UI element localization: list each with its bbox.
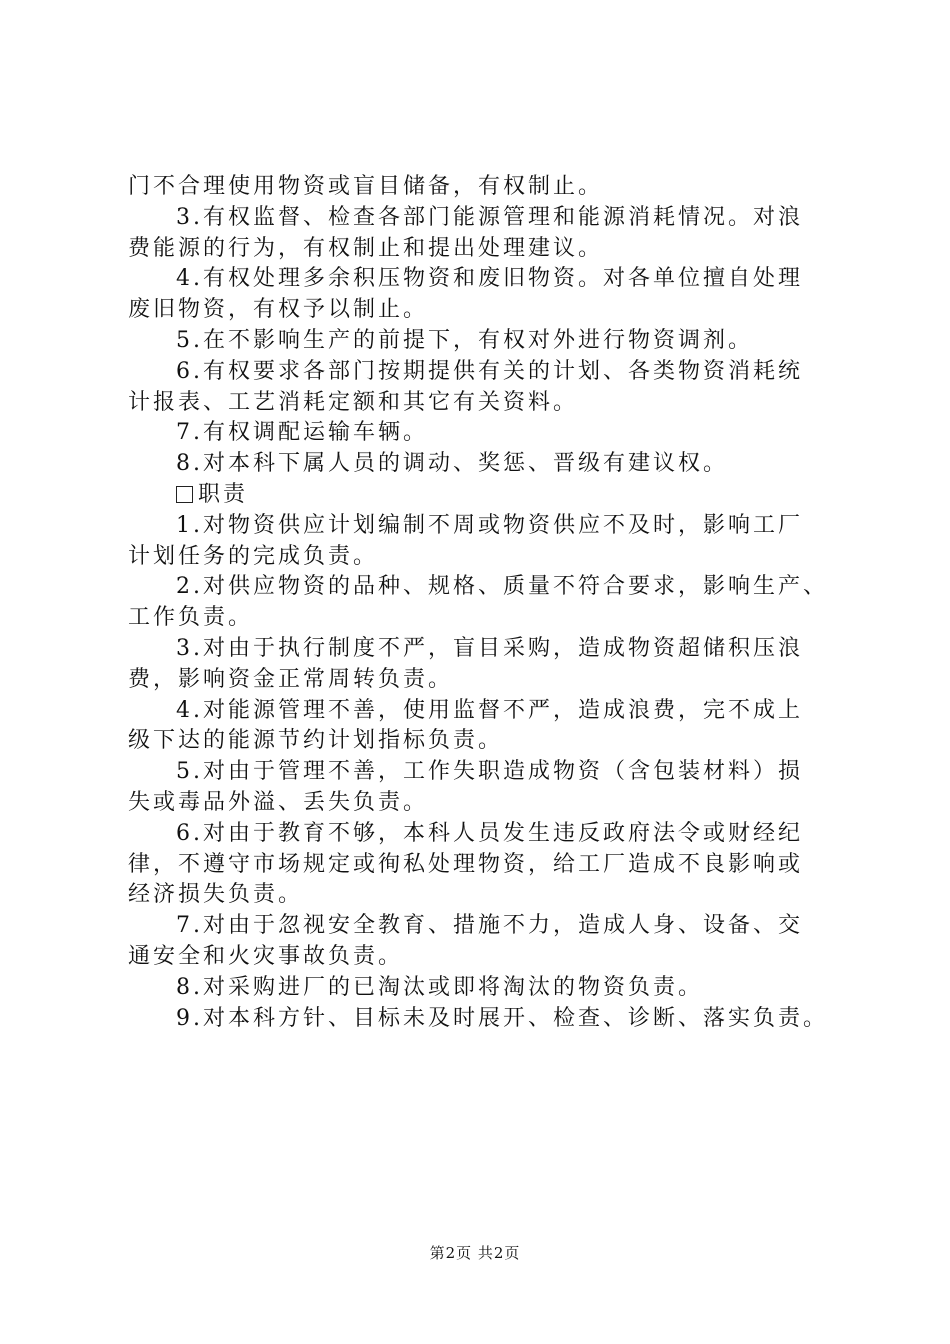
line-text: 级下达的能源节约计划指标负责。 <box>128 728 504 754</box>
line-text: 9.对本科方针、目标未及时展开、检查、诊断、落实负责。 <box>176 1005 828 1031</box>
line-text: 通安全和火灾事故负责。 <box>128 943 404 969</box>
document-line <box>128 449 838 480</box>
section-heading <box>128 480 838 511</box>
line-text: 3.对由于执行制度不严，盲目采购，造成物资超储积压浪 <box>176 635 803 661</box>
document-line <box>128 295 838 326</box>
line-text: 经济损失负责。 <box>128 882 304 908</box>
line-text: 7.对由于忽视安全教育、措施不力，造成人身、设备、交 <box>176 913 803 939</box>
document-line <box>128 880 838 911</box>
document-line <box>128 234 838 265</box>
line-text: 费，影响资金正常周转负责。 <box>128 666 454 692</box>
document-line <box>128 326 838 357</box>
line-text: 废旧物资，有权予以制止。 <box>128 297 429 323</box>
line-text: 工作负责。 <box>128 605 254 631</box>
document-line <box>128 203 838 234</box>
document-line <box>128 603 838 634</box>
line-text: 计划任务的完成负责。 <box>128 543 379 569</box>
document-line <box>128 757 838 788</box>
line-text: 8.对采购进厂的已淘汰或即将淘汰的物资负责。 <box>176 974 703 1000</box>
document-line <box>128 696 838 727</box>
document-line <box>128 634 838 665</box>
document-line <box>128 418 838 449</box>
document-line <box>128 850 838 881</box>
document-body <box>128 172 838 1034</box>
document-line <box>128 511 838 542</box>
line-text: 5.在不影响生产的前提下，有权对外进行物资调剂。 <box>176 327 753 353</box>
document-line <box>128 572 838 603</box>
document-line <box>128 942 838 973</box>
line-text: 4.对能源管理不善，使用监督不严，造成浪费，完不成上 <box>176 697 803 723</box>
line-text: 2.对供应物资的品种、规格、质量不符合要求，影响生产、 <box>176 574 828 600</box>
document-line <box>128 357 838 388</box>
line-text: 1.对物资供应计划编制不周或物资供应不及时，影响工厂 <box>176 512 803 538</box>
page-footer: 第2页 共2页 <box>429 1244 521 1262</box>
line-text: 3.有权监督、检查各部门能源管理和能源消耗情况。对浪 <box>176 204 803 230</box>
document-line <box>128 542 838 573</box>
document-line <box>128 388 838 419</box>
document-line <box>128 264 838 295</box>
document-line <box>128 819 838 850</box>
line-text: 职责 <box>198 481 249 507</box>
line-text: 7.有权调配运输车辆。 <box>176 420 428 446</box>
document-line <box>128 1004 838 1035</box>
line-text: 计报表、工艺消耗定额和其它有关资料。 <box>128 389 579 415</box>
line-text: 门不合理使用物资或盲目储备，有权制止。 <box>128 174 604 199</box>
line-text: 律，不遵守市场规定或徇私处理物资，给工厂造成不良影响或 <box>128 851 804 877</box>
line-text: 6.有权要求各部门按期提供有关的计划、各类物资消耗统 <box>176 358 803 384</box>
line-text: 6.对由于教育不够，本科人员发生违反政府法令或财经纪 <box>176 820 803 846</box>
line-text: 4.有权处理多余积压物资和废旧物资。对各单位擅自处理 <box>176 266 803 292</box>
document-line <box>128 172 838 203</box>
document-line <box>128 665 838 696</box>
line-text: 失或毒品外溢、丢失负责。 <box>128 789 429 815</box>
line-text: 费能源的行为，有权制止和提出处理建议。 <box>128 235 604 261</box>
document-line <box>128 788 838 819</box>
line-text: 5.对由于管理不善，工作失职造成物资（含包装材料）损 <box>176 759 803 785</box>
line-text: 8.对本科下属人员的调动、奖惩、晋级有建议权。 <box>176 451 728 477</box>
document-line <box>128 973 838 1004</box>
document-line <box>128 726 838 757</box>
checkbox-square-icon <box>176 486 193 503</box>
document-line <box>128 911 838 942</box>
